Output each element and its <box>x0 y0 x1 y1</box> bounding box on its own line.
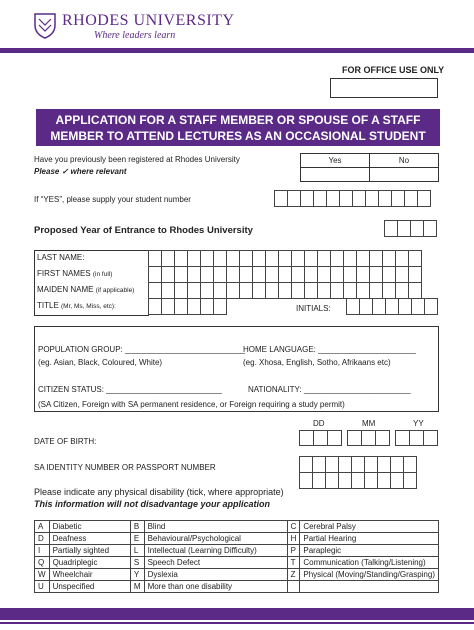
dob-year-field[interactable] <box>395 430 437 446</box>
disability-option-label: Quadriplegic <box>49 557 130 569</box>
no-checkbox[interactable] <box>369 167 439 182</box>
disability-option-label: Intellectual (Learning Difficulty) <box>144 545 287 557</box>
first-names-label <box>37 269 112 278</box>
disability-option-label: Paraplegic <box>300 545 439 557</box>
disability-code-checkbox[interactable]: Y <box>130 569 144 581</box>
disability-option-label: Communication (Talking/Listening) <box>300 557 439 569</box>
disability-code-checkbox[interactable]: H <box>287 533 300 545</box>
form-title-line-2: MEMBER TO ATTEND LECTURES AS AN OCCASIONAL STUDENT <box>50 129 426 143</box>
disability-option-label: Cerebral Palsy <box>300 521 439 533</box>
disability-code-checkbox[interactable]: B <box>130 521 144 533</box>
first-names-note: (in full) <box>92 271 113 278</box>
registered-instruction: Please ✓ where relevant <box>34 167 127 176</box>
dob-dd-label: DD <box>313 419 325 428</box>
registered-question: Have you previously been registered at Rhodes University <box>34 155 240 164</box>
no-label: No <box>369 153 439 168</box>
student-number-label: If “YES”, please supply your student number <box>34 195 191 204</box>
header-divider <box>0 48 474 53</box>
initials-field[interactable] <box>346 298 437 315</box>
last-name-field[interactable] <box>148 250 421 267</box>
title-field[interactable] <box>148 298 226 315</box>
student-number-field[interactable] <box>274 190 430 207</box>
disability-note: This information will not disadvantage your application <box>34 499 271 509</box>
maiden-name-field[interactable] <box>148 282 421 299</box>
title-note: (Mr, Ms, Miss, etc): <box>61 303 116 310</box>
maiden-name-label <box>37 285 134 294</box>
disability-option-label: Partial Hearing <box>300 533 439 545</box>
citizen-status-example: (SA Citizen, Foreign with SA permanent residence, or Foreign requiring a study permit) <box>38 400 345 409</box>
dob-label: DATE OF BIRTH: <box>34 437 97 446</box>
initials-label: INITIALS: <box>296 304 331 313</box>
form-title-line-1: APPLICATION FOR A STAFF MEMBER OR SPOUSE OF A STAFF <box>55 113 421 127</box>
disability-option-label: Physical (Moving/Standing/Grasping) <box>300 569 439 581</box>
disability-option-label: Unspecified <box>49 581 130 593</box>
home-language-example: (eg. Xhosa, English, Sotho, Afrikaans etc) <box>243 358 391 367</box>
id-number-field[interactable] <box>299 456 416 473</box>
id-number-label: SA IDENTITY NUMBER OR PASSPORT NUMBER <box>34 463 216 472</box>
nationality-field[interactable]: NATIONALITY: ________________________ <box>248 385 411 394</box>
footer-bar <box>0 608 474 620</box>
entrance-year-label: Proposed Year of Entrance to Rhodes University <box>34 225 253 236</box>
disability-row <box>35 533 439 545</box>
university-name: RHODES UNIVERSITY <box>62 12 235 29</box>
population-group-example: (eg. Asian, Black, Coloured, White) <box>38 358 163 367</box>
disability-option-label: More than one disability <box>144 581 287 593</box>
yes-label: Yes <box>300 153 370 168</box>
citizen-status-field[interactable]: CITIZEN STATUS: __________________________ <box>38 385 222 394</box>
dob-yy-label: YY <box>413 419 424 428</box>
yes-checkbox[interactable] <box>300 167 370 182</box>
title-text: TITLE <box>37 301 59 310</box>
disability-code-checkbox[interactable]: D <box>35 533 50 545</box>
disability-code-checkbox[interactable]: S <box>130 557 144 569</box>
disability-code-checkbox[interactable]: Z <box>287 569 300 581</box>
disability-code-checkbox[interactable]: L <box>130 545 144 557</box>
disability-row <box>35 521 439 533</box>
disability-code-checkbox[interactable]: Q <box>35 557 50 569</box>
disability-option-label: Blind <box>144 521 287 533</box>
university-tagline: Where leaders learn <box>94 30 176 41</box>
disability-code-checkbox[interactable]: I <box>35 545 50 557</box>
first-names-text: FIRST NAMES <box>37 269 91 278</box>
title-label <box>37 301 116 310</box>
disability-option-label: Behavioural/Psychological <box>144 533 287 545</box>
university-crest-icon <box>34 13 56 39</box>
disability-code-checkbox[interactable]: U <box>35 581 50 593</box>
disability-option-label: Wheelchair <box>49 569 130 581</box>
dob-mm-label: MM <box>362 419 376 428</box>
disability-row <box>35 545 439 557</box>
disability-code-checkbox[interactable] <box>287 581 300 593</box>
dob-day-field[interactable] <box>299 430 341 446</box>
disability-code-checkbox[interactable]: T <box>287 557 300 569</box>
disability-code-checkbox[interactable]: A <box>35 521 50 533</box>
disability-code-checkbox[interactable]: W <box>35 569 50 581</box>
disability-row <box>35 569 439 581</box>
disability-option-label: Diabetic <box>49 521 130 533</box>
dob-month-field[interactable] <box>347 430 389 446</box>
disability-option-label: Deafness <box>49 533 130 545</box>
disability-option-label: Dyslexia <box>144 569 287 581</box>
last-name-label: LAST NAME: <box>37 253 85 262</box>
disability-option-label: Speech Defect <box>144 557 287 569</box>
disability-table <box>34 520 439 593</box>
first-names-field[interactable] <box>148 266 421 283</box>
disability-code-checkbox[interactable]: M <box>130 581 144 593</box>
disability-option-label <box>300 581 439 593</box>
footer-line <box>0 622 474 624</box>
population-group-field[interactable]: POPULATION GROUP: ___________________________ <box>38 345 246 354</box>
disability-row <box>35 557 439 569</box>
maiden-name-note: (if applicable) <box>95 287 135 294</box>
disability-row <box>35 581 439 593</box>
entrance-year-field[interactable] <box>384 220 436 237</box>
disability-code-checkbox[interactable]: P <box>287 545 300 557</box>
disability-code-checkbox[interactable]: E <box>130 533 144 545</box>
office-use-box <box>330 78 438 98</box>
disability-intro: Please indicate any physical disability (tick, where appropriate) <box>34 487 284 497</box>
form-title-banner <box>36 109 440 146</box>
maiden-name-text: MAIDEN NAME <box>37 285 94 294</box>
office-use-label: FOR OFFICE USE ONLY <box>342 65 445 75</box>
passport-number-field[interactable] <box>299 472 416 489</box>
home-language-field[interactable]: HOME LANGUAGE: ______________________ <box>243 345 417 354</box>
disability-code-checkbox[interactable]: C <box>287 521 300 533</box>
disability-option-label: Partially sighted <box>49 545 130 557</box>
